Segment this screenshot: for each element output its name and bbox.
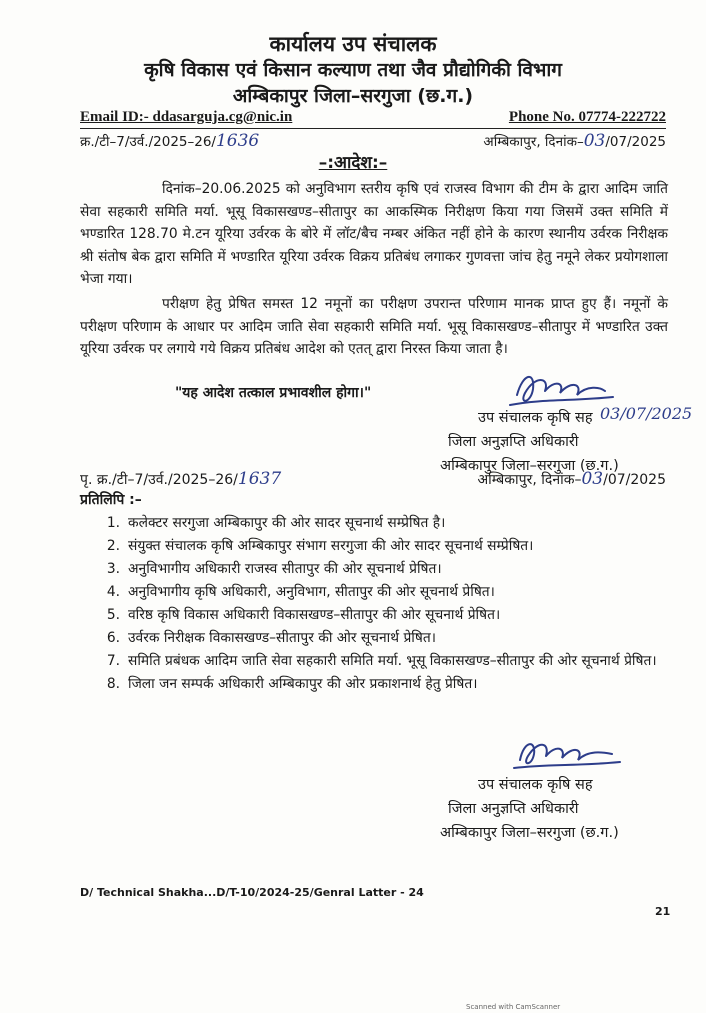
scanner-watermark: Scanned with CamScanner [466, 1003, 561, 1011]
signatory-2-location: अम्बिकापुर जिला–सरगुजा (छ.ग.) [440, 825, 619, 841]
copy-to-title: प्रतिलिपि :– [80, 492, 142, 508]
office-title: कार्यालय उप संचालक [269, 32, 437, 56]
list-item-text: कलेक्टर सरगुजा अम्बिकापुर की ओर सादर सूचनार्थ सम्प्रेषित है। [128, 515, 446, 531]
reference-date-handwritten: 03 [583, 131, 606, 151]
order-title: –:आदेश:– [318, 153, 388, 173]
contact-row [80, 109, 666, 126]
reference-number-prefix: क्र./टी–7/उर्व./2025–26/ [80, 134, 216, 150]
signatory-1-role: जिला अनुज्ञप्ति अधिकारी [448, 434, 579, 450]
list-item-number: 1. [106, 515, 120, 531]
reference-date-suffix: /07/2025 [605, 134, 666, 150]
signatory-block-1 [440, 406, 619, 478]
effective-statement: "यह आदेश तत्काल प्रभावशील होगा।" [175, 385, 372, 401]
list-item-number: 5. [106, 607, 120, 623]
copy-reference-date-suffix: /07/2025 [603, 472, 666, 488]
list-item-text: वरिष्ठ कृषि विकास अधिकारी विकासखण्ड–सीतापुर की ओर सूचनार्थ प्रेषित। [128, 607, 501, 623]
list-item-text: समिति प्रबंधक आदिम जाति सेवा सहकारी समिति मर्या. भूसू विकासखण्ड–सीतापुर की ओर सूचनार्थ प्रेषित। [128, 653, 657, 669]
list-item [80, 512, 670, 535]
list-item-number: 8. [106, 676, 120, 692]
copy-reference-number-handwritten: 1637 [237, 469, 282, 489]
order-paragraph-1 [80, 178, 668, 291]
signatory-block-2 [440, 773, 619, 845]
copy-reference-date-prefix: अम्बिकापुर, दिनांक– [477, 472, 582, 488]
page-number: 21 [655, 905, 671, 918]
list-item-number: 3. [106, 561, 120, 577]
signatory-2-designation: उप संचालक कृषि सह [478, 777, 593, 793]
email-id: Email ID:- ddasarguja.cg@nic.in [80, 109, 293, 125]
order-paragraph-2 [80, 293, 668, 361]
list-item-number: 6. [106, 630, 120, 646]
copy-reference-date-handwritten: 03 [581, 469, 604, 489]
reference-row [80, 131, 666, 151]
header-divider [80, 128, 666, 129]
list-item [80, 673, 670, 696]
list-item-text: संयुक्त संचालक कृषि अम्बिकापुर संभाग सरगुजा की ओर सादर सूचनार्थ सम्प्रेषित। [128, 538, 534, 554]
list-item [80, 627, 670, 650]
list-item-number: 2. [106, 538, 120, 554]
order-paragraph-1-text: दिनांक–20.06.2025 को अनुविभाग स्तरीय कृषि एवं राजस्व विभाग की टीम के द्वारा आदिम जाति सेवा सहकारी समिति मर्या. भूसू विकासखण्ड–सीतापुर का आकस्मिक निरीक्षण किया गया जिसमें उक्त समिति में भण्डारित 128.70 मे.टन यूरिया उर्वरक के बोरे में लॉट/बैच नम्बर अंकित नहीं होने के कारण स्थानीय उर्वरक निरीक्षक श्री संतोष बेक द्वारा समिति में भण्डारित यूरिया उर्वरक विक्रय प्रतिबंध लगाकर गुणवत्ता जांच हेतु नमूने लेकर प्रयोगशाला भेजा गया। [80, 181, 668, 288]
list-item [80, 581, 670, 604]
copy-reference-number-prefix: पृ. क्र./टी–7/उर्व./2025–26/ [80, 472, 238, 488]
list-item-number: 7. [106, 653, 120, 669]
copy-to-list [80, 512, 670, 696]
list-item-text: जिला जन सम्पर्क अधिकारी अम्बिकापुर की ओर प्रकाशनार्थ हेतु प्रेषित। [128, 676, 478, 692]
reference-number [80, 131, 259, 151]
list-item-text: उर्वरक निरीक्षक विकासखण्ड–सीतापुर की ओर सूचनार्थ प्रेषित। [128, 630, 436, 646]
list-item-text: अनुविभागीय अधिकारी राजस्व सीतापुर की ओर सूचनार्थ प्रेषित। [128, 561, 442, 577]
copy-reference-row [80, 469, 666, 489]
signatory-2-role: जिला अनुज्ञप्ति अधिकारी [448, 801, 579, 817]
office-location: अम्बिकापुर जिला–सरगुजा (छ.ग.) [232, 85, 474, 107]
file-reference: D/ Technical Shakha...D/T-10/2024-25/Genral Latter - 24 [80, 886, 424, 899]
copy-reference-number [80, 469, 281, 489]
department-name: कृषि विकास एवं किसान कल्याण तथा जैव प्रौद्योगिकी विभाग [144, 59, 562, 81]
list-item [80, 535, 670, 558]
reference-date-prefix: अम्बिकापुर, दिनांक– [483, 134, 584, 150]
phone-number: Phone No. 07774-222722 [508, 109, 666, 125]
order-paragraph-2-text: परीक्षण हेतु प्रेषित समस्त 12 नमूनों का परीक्षण उपरान्त परिणाम मानक प्राप्त हुए हैं। नमूनों के परीक्षण परिणाम के आधार पर आदिम जाति सेवा सहकारी समिति मर्या. भूसू विकासखण्ड–सीतापुर में भण्डारित उक्त यूरिया उर्वरक पर लगाये गये विक्रय प्रतिबंध आदेश को एतत् द्वारा निरस्त किया जाता है। [80, 296, 668, 358]
signatory-1-location: अम्बिकापुर जिला–सरगुजा (छ.ग.) [440, 458, 619, 474]
list-item-text: अनुविभागीय कृषि अधिकारी, अनुविभाग, सीतापुर की ओर सूचनार्थ प्रेषित। [128, 584, 495, 600]
reference-number-handwritten: 1636 [215, 131, 260, 151]
signatory-1-designation: उप संचालक कृषि सह [478, 410, 593, 426]
list-item [80, 558, 670, 581]
copy-reference-date [477, 469, 666, 489]
signature-1-date: 03/07/2025 [600, 404, 693, 423]
reference-date [483, 131, 666, 151]
list-item-number: 4. [106, 584, 120, 600]
list-item [80, 650, 670, 673]
list-item [80, 604, 670, 627]
